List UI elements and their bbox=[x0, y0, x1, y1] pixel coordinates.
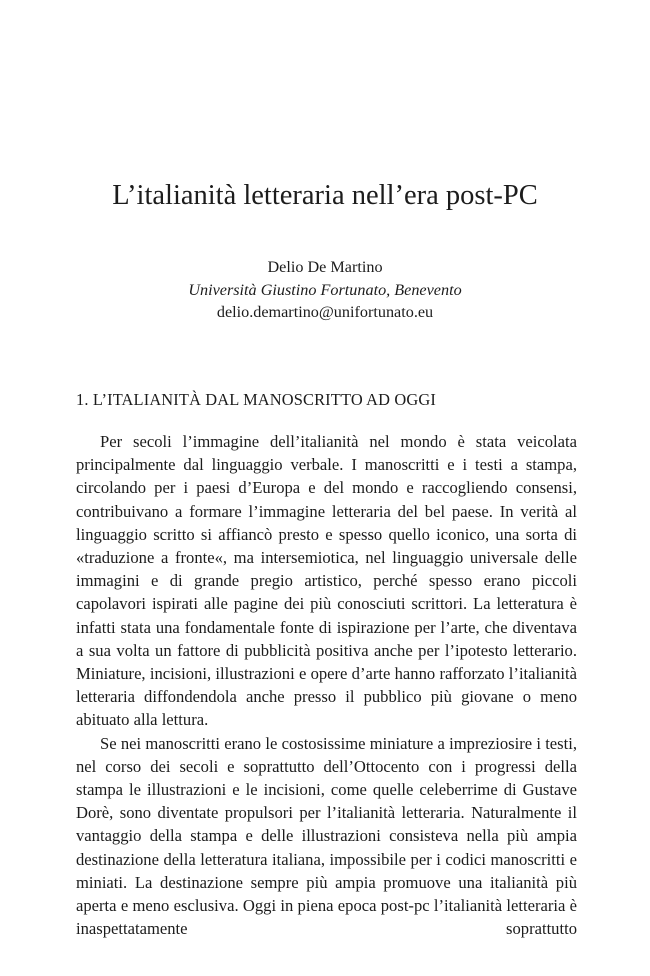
paragraph: Se nei manoscritti erano le costosissime miniature a impreziosire i testi, nel corso dei secoli e soprattutto dell’Ottocento con i progressi della stampa le illustrazioni e le incisioni, come quelle celeberrime di Gustave Dorè, sono diventate propulsori per l’italianità letteraria. Naturalmente il vantaggio della stampa e delle illustrazioni consisteva nella più ampia destinazione della letteratura italiana, impossibile per i codici manoscritti e miniati. La destinazione sempre più ampia promuove una italianità più aperta e meno esclusiva. Oggi in piena epoca post-pc l’italianità letteraria è inaspettatamente soprattutto bbox=[76, 733, 577, 939]
section-body bbox=[76, 430, 577, 940]
author-name: Delio De Martino bbox=[267, 258, 383, 276]
author-block bbox=[0, 256, 650, 324]
paragraph: Per secoli l’immagine dell’italianità nel mondo è stata veicolata principalmente dal linguaggio verbale. I manoscritti e i testi a stampa, circolando per i paesi d’Europa e del mondo e raccogliendo consensi, contribuivano a formare l’immagine letteraria del bel paese. In verità al linguaggio scritto si affiancò presto e spesso quello iconico, una sorta di «traduzione a fronte«, ma intersemiotica, nel linguaggio universale delle immagini e di grande pregio artistico, perché spesso erano piccoli capolavori ispirati alle pagine dei più conosciuti scrittori. La letteratura è infatti stata una fondamentale fonte di ispirazione per l’arte, che diventava a sua volta un fattore di pubblicità positiva anche per l’ipotesto letterario. Miniature, incisioni, illustrazioni e opere d’arte hanno rafforzato l’italianità letteraria diffondendola anche presso il pubblico più giovane o meno abituato alla lettura. bbox=[76, 432, 577, 730]
article-title: L’italianità letteraria nell’era post-PC bbox=[112, 180, 538, 211]
author-email: delio.demartino@unifortunato.eu bbox=[216, 303, 434, 321]
section-heading: 1. L’ITALIANITÀ DAL MANOSCRITTO AD OGGI bbox=[76, 390, 436, 409]
author-affiliation: Università Giustino Fortunato, Benevento bbox=[188, 280, 462, 299]
